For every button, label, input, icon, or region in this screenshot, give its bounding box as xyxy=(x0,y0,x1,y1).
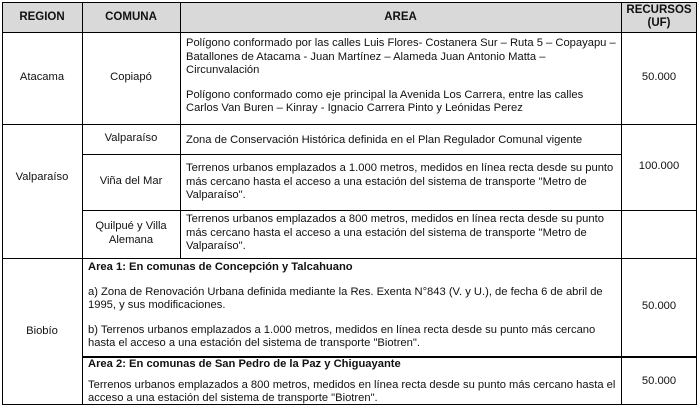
area-2-text: Terrenos urbanos emplazados a 800 metros, medidos en línea recta desde su punto más cercano hasta el acceso a una estación del sistema de transporte "Biotren". xyxy=(88,378,616,405)
border-left xyxy=(2,2,3,405)
row-divider-biobio-areas xyxy=(82,356,697,358)
recursos-valparaiso: 100.000 xyxy=(638,160,680,173)
region-atacama: Atacama xyxy=(19,71,65,84)
area-atacama-polygon-2: Polígono conformado como eje principal la Avenida Los Carrera, entre las calles Carlos Van Buren – Kinray - Ignacio Carrera Pinto y Leónidas Perez xyxy=(186,88,584,115)
area-quilpue-villa-alemana: Terrenos urbanos emplazados a 800 metros, medidos en línea recta desde su punto más cercano hasta el acceso a una estación del sistema de transporte "Metro de Valparaíso". xyxy=(186,213,604,253)
recursos-biobio-area-1: 50.000 xyxy=(641,300,677,313)
area-2-title: Area 2: En comunas de San Pedro de la Paz y Chiguayante xyxy=(88,358,401,370)
resources-table xyxy=(2,2,697,405)
area-atacama xyxy=(186,37,618,116)
row-divider-atacama xyxy=(2,124,697,125)
area-1-title: Area 1: En comunas de Concepción y Talcahuano xyxy=(88,261,353,273)
recursos-atacama: 50.000 xyxy=(641,71,677,84)
header-divider xyxy=(2,32,697,33)
header-region: REGION xyxy=(19,10,65,23)
area-biobio-2 xyxy=(88,358,618,406)
comuna-copiapo: Copiapó xyxy=(110,71,152,84)
area-vina-del-mar: Terrenos urbanos emplazados a 1.000 metros, medidos en línea recta desde su punto más cercano hasta el acceso a una estación del sistema de transporte "Metro de Valparaíso". xyxy=(186,162,614,202)
comuna-quilpue-villa-alemana: Quilpué y Villa Alemana xyxy=(95,220,167,246)
row-divider-quilpue xyxy=(2,258,697,259)
border-bottom xyxy=(2,404,697,405)
header-recursos xyxy=(621,2,697,32)
area-1-item-b: b) Terrenos urbanos emplazados a 1.000 metros, medidos en línea recta desde su punto más cercano hasta el acceso a una estación del sistema de transporte "Biotren". xyxy=(88,323,596,350)
border-top xyxy=(2,2,697,3)
header-recursos-line1: RECURSOS xyxy=(626,4,692,16)
region-biobio: Biobío xyxy=(26,324,58,337)
row-divider-valparaiso xyxy=(82,154,621,155)
comuna-valparaiso: Valparaíso xyxy=(104,132,158,145)
region-valparaiso: Valparaíso xyxy=(15,171,69,184)
divider-region xyxy=(82,2,83,405)
row-divider-vina xyxy=(82,210,697,211)
divider-area xyxy=(621,2,622,405)
header-area: AREA xyxy=(384,10,417,23)
border-right xyxy=(696,2,697,405)
area-biobio-1 xyxy=(88,261,618,351)
area-valparaiso: Zona de Conservación Histórica definida en el Plan Regulador Comunal vigente xyxy=(186,134,583,146)
recursos-biobio-area-2: 50.000 xyxy=(641,374,677,387)
header-comuna: COMUNA xyxy=(105,10,157,23)
area-1-item-a: a) Zona de Renovación Urbana definida mediante la Res. Exenta N°843 (V. y U.), de fecha 6 de abril de 1995, y sus modificaciones. xyxy=(88,285,603,312)
comuna-vina-del-mar: Viña del Mar xyxy=(99,175,163,188)
area-atacama-polygon-1: Polígono conformado por las calles Luis Flores- Costanera Sur – Ruta 5 – Copayapu – Batallones de Atacama - Juan Martínez – Alameda Juan Antonio Matta – Circunvalación xyxy=(186,37,616,77)
header-recursos-line2: (UF) xyxy=(647,17,671,29)
divider-comuna xyxy=(180,2,181,258)
